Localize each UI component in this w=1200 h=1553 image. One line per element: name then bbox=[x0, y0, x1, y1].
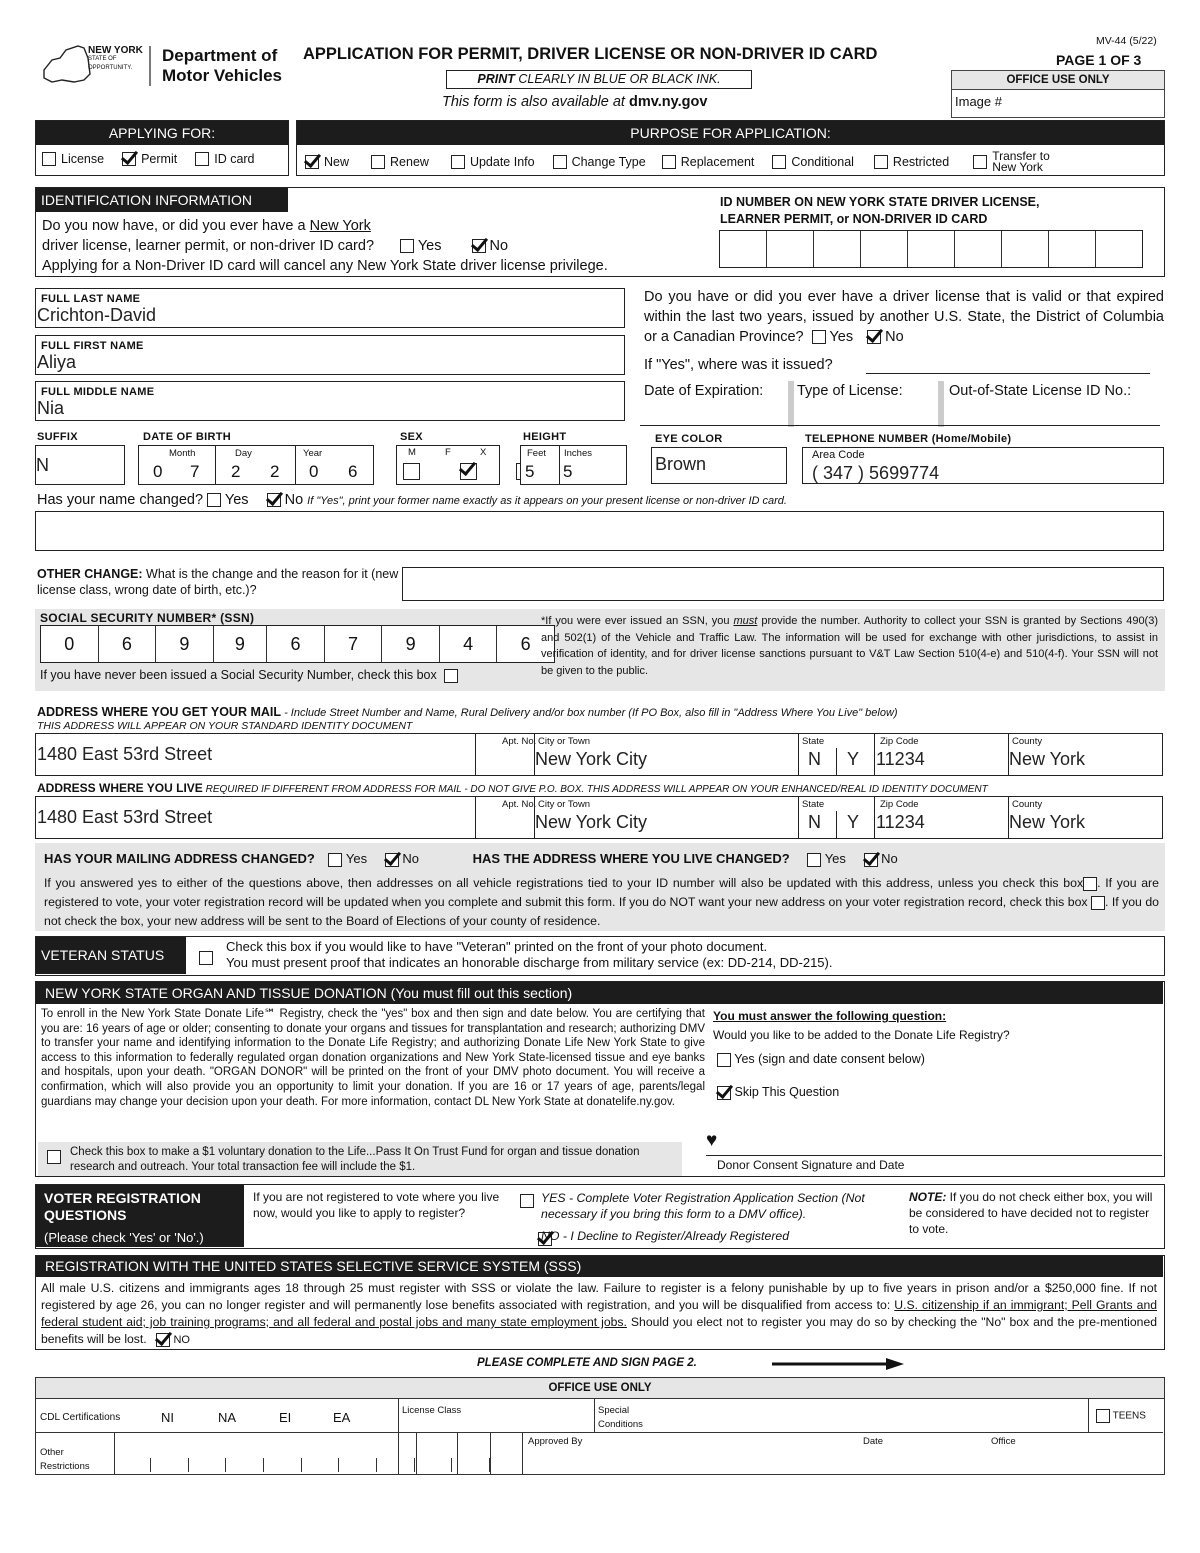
voter-note-text: If you do not check either box, you will be considered to have decided not to register to vote. bbox=[909, 1190, 1153, 1236]
sex-m-label: M bbox=[408, 447, 416, 458]
fund-donation bbox=[38, 1142, 682, 1176]
live-label-note: REQUIRED IF DIFFERENT FROM ADDRESS FOR MAIL - DO NOT GIVE P.O. BOX. THIS ADDRESS WILL APPEAR ON YOUR ENHANCED/REAL ID IDENTITY DOCUMENT bbox=[202, 784, 988, 795]
ssn-section bbox=[35, 609, 1165, 691]
no-voter-update-checkbox[interactable] bbox=[1091, 896, 1105, 910]
id-number-input[interactable] bbox=[719, 230, 1143, 268]
where-issued bbox=[644, 357, 833, 373]
q2-text: driver license, learner permit, or non-driver ID card? bbox=[42, 238, 375, 254]
feet-value: 5 bbox=[525, 462, 535, 481]
ssn-note-must: must bbox=[733, 615, 758, 627]
veteran-section bbox=[35, 936, 1165, 976]
divider bbox=[874, 797, 875, 838]
restriction-ticks[interactable] bbox=[150, 1458, 490, 1472]
mail-state-2[interactable]: Y bbox=[847, 749, 860, 769]
fund-donation-text: Check this box to make a $1 voluntary donation to the Life...Pass It On Trust Fund for organ and tissue donation research and outreach. Your total transaction fee will include the $1. bbox=[70, 1146, 640, 1173]
divider bbox=[836, 811, 837, 838]
first-name-field[interactable] bbox=[35, 335, 625, 375]
non-driver-note: Applying for a Non-Driver ID card will cancel any New York State driver license privilege. bbox=[42, 258, 608, 274]
where-issued-line[interactable] bbox=[866, 373, 1150, 374]
teens-row bbox=[1096, 1409, 1146, 1423]
ny-license-no-checkbox[interactable] bbox=[472, 239, 486, 253]
area-code-label: Area Code bbox=[812, 449, 865, 461]
office-label: Office bbox=[991, 1436, 1016, 1447]
form-number: MV-44 (5/22) bbox=[1096, 35, 1157, 47]
divider bbox=[475, 797, 476, 838]
ssn-never-row bbox=[40, 668, 458, 683]
voter-header bbox=[36, 1185, 244, 1247]
applying-for-header: APPLYING FOR: bbox=[36, 121, 288, 145]
other-change-field[interactable] bbox=[402, 567, 1164, 601]
special-conditions-label: Special Conditions bbox=[598, 1405, 643, 1430]
state-label: State bbox=[802, 736, 825, 747]
veteran-text bbox=[226, 939, 832, 971]
dob-digit: 2 bbox=[270, 462, 280, 481]
change-type-label: Change Type bbox=[571, 155, 646, 169]
divider bbox=[798, 797, 799, 838]
identification-header: IDENTIFICATION INFORMATION bbox=[36, 188, 288, 212]
phone-value: 5699774 bbox=[869, 463, 940, 483]
voter-sub: (Please check 'Yes' or 'No'.) bbox=[44, 1230, 204, 1245]
inches-label: Inches bbox=[564, 448, 592, 459]
apt-label: Apt. No. bbox=[502, 799, 537, 810]
no-label: No bbox=[881, 851, 898, 866]
organ-yes-label: Yes (sign and date consent below) bbox=[734, 1052, 925, 1066]
purpose-header: PURPOSE FOR APPLICATION: bbox=[297, 121, 1164, 145]
office-use-box bbox=[951, 70, 1165, 118]
dob-digit: 6 bbox=[348, 462, 358, 481]
no-label: No bbox=[284, 492, 304, 508]
q1-text: Do you now have, or did you ever have a bbox=[42, 218, 310, 234]
ni-label: NI bbox=[161, 1410, 174, 1425]
license-class-label: License Class bbox=[402, 1405, 462, 1416]
inches-value: 5 bbox=[563, 462, 573, 481]
voter-yes-label: YES - Complete Voter Registration Application Section (Not necessary if you bring this form to a DMV office). bbox=[541, 1191, 865, 1221]
ssn-digit: 9 bbox=[214, 626, 268, 662]
yes-label: Yes bbox=[824, 851, 846, 866]
dob-digit: 0 bbox=[309, 462, 319, 481]
signature-line[interactable] bbox=[706, 1155, 1162, 1156]
live-changed-question: HAS THE ADDRESS WHERE YOU LIVE CHANGED? bbox=[472, 851, 790, 866]
restricted-checkbox[interactable] bbox=[874, 155, 888, 169]
print-rest: CLEARLY IN BLUE OR BLACK INK. bbox=[514, 72, 721, 86]
availability bbox=[442, 94, 707, 110]
sex-field bbox=[396, 445, 500, 485]
q1-underlined: New York bbox=[309, 218, 371, 234]
veteran-line-1: Check this box if you would like to have "Veteran" printed on the front of your photo document. bbox=[226, 939, 768, 954]
other-no-label: No bbox=[885, 329, 904, 345]
name-change-no-checkbox[interactable] bbox=[267, 493, 281, 507]
oos-line bbox=[640, 425, 1160, 426]
divider bbox=[798, 734, 799, 775]
logo-line-1: NEW YORK bbox=[88, 45, 143, 56]
county-label: County bbox=[1012, 736, 1043, 747]
first-name-label: FULL FIRST NAME bbox=[41, 340, 144, 352]
ssn-note-a: If you were ever issued an SSN, you bbox=[545, 615, 734, 627]
available-text: This form is also available at bbox=[442, 94, 629, 110]
veteran-header: VETERAN STATUS bbox=[36, 937, 186, 974]
other-license-yes-checkbox[interactable] bbox=[812, 330, 826, 344]
divider bbox=[215, 446, 216, 484]
mail-changed-question: HAS YOUR MAILING ADDRESS CHANGED? bbox=[44, 851, 315, 866]
ssn-digit: 4 bbox=[440, 626, 498, 662]
ssn-digit: 0 bbox=[41, 626, 99, 662]
sss-no-label: NO bbox=[173, 1334, 190, 1346]
other-yes-label: Yes bbox=[829, 329, 854, 345]
eye-color-label: EYE COLOR bbox=[655, 433, 723, 445]
name-change-yes-checkbox[interactable] bbox=[207, 493, 221, 507]
month-label: Month bbox=[169, 448, 196, 459]
note-line-1: If you answered yes to either of the questions above, then addresses on all vehicle registrations tied to your ID number will also be updated with this address, unless you check this bbox=[44, 876, 1059, 890]
voter-yes-checkbox[interactable] bbox=[520, 1194, 534, 1208]
note-line-3a: voter registration record, check this box bbox=[872, 895, 1088, 909]
middle-name-field[interactable] bbox=[35, 381, 625, 421]
veteran-line-2: You must present proof that indicates an honorable discharge from military service (ex: DD-214, DD-215). bbox=[226, 955, 833, 970]
city-label: City or Town bbox=[538, 736, 591, 747]
approved-by-label: Approved By bbox=[528, 1436, 583, 1447]
day-label: Day bbox=[235, 448, 252, 459]
organ-donation-section bbox=[35, 981, 1165, 1177]
transfer-label: Transfer to New York bbox=[992, 149, 1050, 174]
feet-label: Feet bbox=[527, 448, 547, 459]
divider bbox=[1088, 1399, 1089, 1432]
ssn-input[interactable] bbox=[40, 625, 555, 663]
update-info-checkbox[interactable] bbox=[451, 155, 465, 169]
divider bbox=[36, 1432, 1163, 1433]
applying-for-section bbox=[35, 120, 289, 176]
last-name-field[interactable] bbox=[35, 288, 625, 328]
apt-label: Apt. No. bbox=[502, 736, 537, 747]
voter-section bbox=[35, 1184, 1165, 1249]
print-bold: PRINT bbox=[477, 72, 515, 86]
veteran-checkbox[interactable] bbox=[199, 951, 213, 965]
sex-f-label: F bbox=[445, 447, 451, 458]
middle-name-label: FULL MIDDLE NAME bbox=[41, 386, 155, 398]
other-restrictions-label: Other Restrictions bbox=[40, 1447, 90, 1472]
organ-header: NEW YORK STATE ORGAN AND TISSUE DONATION (You must fill out this section) bbox=[36, 982, 1163, 1004]
mail-zip-value[interactable]: 11234 bbox=[876, 749, 925, 769]
organ-must-answer: You must answer the following question: bbox=[713, 1009, 947, 1023]
divider bbox=[788, 381, 794, 427]
divider bbox=[836, 748, 837, 775]
other-change-text: What is the change and the reason for it (new license class, wrong date of birth, etc.)? bbox=[37, 567, 399, 597]
ea-label: EA bbox=[333, 1410, 351, 1425]
divider bbox=[938, 381, 944, 427]
zip-label: Zip Code bbox=[880, 736, 919, 747]
year-label: Year bbox=[303, 448, 323, 459]
divider bbox=[594, 1399, 595, 1432]
dob-digit: 0 bbox=[153, 462, 163, 481]
dept-line-1: Department of bbox=[162, 46, 278, 65]
conditional-checkbox[interactable] bbox=[772, 155, 786, 169]
mail-changed-no-checkbox[interactable] bbox=[385, 853, 399, 867]
site-link[interactable]: dmv.ny.gov bbox=[628, 94, 708, 110]
city-label: City or Town bbox=[538, 799, 591, 810]
logo-text bbox=[88, 46, 143, 73]
mail-address-field bbox=[35, 733, 1163, 776]
sex-f-checkbox[interactable] bbox=[460, 463, 477, 480]
phone-label: TELEPHONE NUMBER (Home/Mobile) bbox=[805, 433, 1012, 445]
dob-digit: 2 bbox=[231, 462, 241, 481]
restricted-label: Restricted bbox=[892, 155, 950, 169]
live-state-2[interactable]: Y bbox=[847, 812, 860, 832]
sss-section bbox=[35, 1255, 1165, 1350]
address-change-note bbox=[44, 874, 1159, 931]
arrow-right-icon bbox=[772, 1357, 904, 1374]
identification-section bbox=[35, 187, 1165, 277]
ssn-note-b: provide the number. Authority to collect your SSN is granted by Sections 490(3) and 502(1) of the Vehicle and Traffic Law. The information will be used for exchange with other jurisdictions, to assist in verification of identity, and for driver license sanctions pursuant to V&T Law Section 510(4-e) and 510(4-f). Your SSN will not be given to the public. bbox=[541, 615, 1159, 677]
sss-text bbox=[41, 1280, 1157, 1349]
yes-label: Yes bbox=[345, 851, 368, 866]
divider bbox=[295, 446, 296, 484]
logo-line-3: OPPORTUNITY. bbox=[88, 65, 133, 71]
voter-note-bold: NOTE: bbox=[909, 1190, 947, 1204]
ssn-digit: 9 bbox=[382, 626, 440, 662]
update-info-label: Update Info bbox=[469, 155, 535, 169]
live-address-field bbox=[35, 796, 1163, 839]
address-change-questions bbox=[44, 851, 898, 867]
purpose-section bbox=[296, 120, 1165, 176]
other-license-text: Do you have or did you ever have a driver license that is valid or that expired within the last two years, issued by another U.S. State, the District of Columbia or a Canadian Province? bbox=[644, 289, 1164, 345]
mail-changed-yes-checkbox[interactable] bbox=[328, 853, 342, 867]
phone-field[interactable]: Area Code ( 347 ) 5699774 bbox=[802, 447, 1164, 484]
ssn-label: SOCIAL SECURITY NUMBER* (SSN) bbox=[40, 611, 255, 625]
live-address-heading bbox=[37, 781, 988, 795]
sex-label: SEX bbox=[400, 431, 423, 443]
zip-label: Zip Code bbox=[880, 799, 919, 810]
mail-label-note: - Include Street Number and Name, Rural Delivery and/or box number (If PO Box, also fill in "Address Where You Live" below) bbox=[281, 707, 898, 719]
height-field[interactable] bbox=[520, 445, 627, 485]
name-change-note: If "Yes", print your former name exactly as it appears on your present license or non-driver ID card. bbox=[307, 495, 787, 507]
no-vehicle-update-checkbox[interactable] bbox=[1083, 877, 1097, 891]
note-line-3b: . If you do not check the box, your new address will be sent to the Board of Elections of your county of residence. bbox=[44, 895, 1159, 928]
na-label: NA bbox=[218, 1410, 237, 1425]
dob-label: DATE OF BIRTH bbox=[143, 431, 232, 443]
sss-text-b: Should you elect not to register you may do so by checking the "No" box and the pre-mentioned benefits will be lost. bbox=[41, 1315, 1157, 1346]
live-county-value[interactable]: New York bbox=[1009, 812, 1086, 832]
license-label: License bbox=[61, 152, 105, 166]
first-name-value: Aliya bbox=[37, 352, 77, 372]
yes-label: Yes bbox=[224, 492, 249, 508]
last-name-label: FULL LAST NAME bbox=[41, 293, 141, 305]
voter-question: If you are not registered to vote where you live now, would you like to apply to register? bbox=[253, 1190, 500, 1220]
no-label: No bbox=[402, 851, 419, 866]
name-change-question: Has your name changed? bbox=[37, 492, 204, 508]
area-code-value: 347 bbox=[823, 463, 854, 483]
office-use-bottom bbox=[35, 1377, 1165, 1475]
address-change-section bbox=[35, 843, 1165, 931]
voter-note bbox=[909, 1189, 1159, 1237]
mail-city-value[interactable]: New York City bbox=[535, 749, 648, 769]
sex-m-checkbox[interactable] bbox=[403, 463, 420, 480]
divider bbox=[490, 1432, 491, 1474]
note-box-text: box bbox=[1063, 876, 1084, 890]
organ-yes-checkbox[interactable] bbox=[717, 1053, 731, 1067]
live-state-1[interactable]: N bbox=[808, 812, 821, 832]
please-complete: PLEASE COMPLETE AND SIGN PAGE 2. bbox=[477, 1357, 697, 1369]
image-number-field[interactable]: Image # bbox=[955, 94, 1002, 109]
signature-label: Donor Consent Signature and Date bbox=[717, 1158, 905, 1172]
voter-title: VOTER REGISTRATION QUESTIONS bbox=[44, 1190, 201, 1223]
renew-checkbox[interactable] bbox=[371, 155, 385, 169]
logo-line-2: STATE OF bbox=[88, 56, 117, 62]
where-label: If "Yes", where was it issued? bbox=[644, 357, 833, 373]
ssn-never-text: If you have never been issued a Social Security Number, check this box bbox=[40, 668, 437, 682]
divider bbox=[522, 1432, 523, 1474]
ei-label: EI bbox=[279, 1410, 292, 1425]
eye-color-field[interactable] bbox=[651, 447, 787, 484]
organ-yes-row bbox=[717, 1052, 925, 1067]
replacement-checkbox[interactable] bbox=[662, 155, 676, 169]
suffix-label: SUFFIX bbox=[37, 431, 78, 443]
eye-color-value: Brown bbox=[655, 454, 707, 474]
organ-body: To enroll in the New York State Donate Life℠ Registry, check the "yes" box and then sign and date below. You are certifying that you are: 16 years of age or older; consenting to donate your organs and tissues for transplantation and research; authorizing DMV to transfer your name and identifying information to the Donate Life Registry; and authorizing Donate Life New York State to give access to this information to federally regulated organ donation organizations and New York State-licensed tissue and eye banks and hospitals, upon your death. "ORGAN DONOR" will be printed on the front of your DMV photo document. You will receive a confirmation, which will also provide you an opportunity to limit your donation. If you are 16 or 17 years of age, parents/legal guardians may change your decision upon your death. For more information, contact DL New York State at donatelife.ny.gov. bbox=[41, 1008, 705, 1108]
sss-text-u: U.S. citizenship if an immigrant; Pell Grants and federal student aid; job training programs; and all federal and postal jobs and many state employment jobs. bbox=[41, 1298, 1158, 1329]
dept-name bbox=[162, 46, 282, 86]
license-type-label: Type of License: bbox=[797, 383, 903, 399]
permit-label: Permit bbox=[141, 152, 178, 166]
mail-address-heading bbox=[37, 705, 898, 719]
live-changed-no-checkbox[interactable] bbox=[864, 853, 878, 867]
live-zip-value[interactable]: 11234 bbox=[876, 812, 925, 832]
mail-label: ADDRESS WHERE YOU GET YOUR MAIL bbox=[37, 705, 282, 719]
divider bbox=[114, 1432, 115, 1474]
dob-digit: 7 bbox=[190, 462, 200, 481]
office-use-bottom-header: OFFICE USE ONLY bbox=[36, 1378, 1164, 1399]
mail-sub: THIS ADDRESS WILL APPEAR ON YOUR STANDARD IDENTITY DOCUMENT bbox=[37, 720, 413, 732]
replacement-label: Replacement bbox=[680, 155, 755, 169]
mail-county-value[interactable]: New York bbox=[1009, 749, 1086, 769]
id-number-label: ID NUMBER ON NEW YORK STATE DRIVER LICENSE, LEARNER PERMIT, or NON-DRIVER ID CARD bbox=[720, 195, 1040, 226]
ssn-digit: 6 bbox=[99, 626, 157, 662]
change-type-checkbox[interactable] bbox=[553, 155, 567, 169]
ny-license-question bbox=[42, 216, 608, 276]
print-instruction bbox=[446, 70, 752, 89]
ssn-digit: 6 bbox=[520, 634, 531, 654]
ssn-never-checkbox[interactable] bbox=[444, 669, 458, 683]
new-label: New bbox=[324, 155, 350, 169]
dept-line-2: Motor Vehicles bbox=[162, 66, 282, 85]
sss-header: REGISTRATION WITH THE UNITED STATES SELECTIVE SERVICE SYSTEM (SSS) bbox=[36, 1256, 1163, 1277]
transfer-checkbox[interactable] bbox=[973, 155, 987, 169]
fund-donation-checkbox[interactable] bbox=[47, 1150, 61, 1164]
suffix-field[interactable] bbox=[35, 445, 125, 485]
ssn-digit: 7 bbox=[325, 626, 383, 662]
ssn-digit: 6 bbox=[267, 626, 325, 662]
permit-checkbox[interactable] bbox=[122, 152, 136, 166]
organ-skip-row bbox=[717, 1085, 839, 1100]
last-name-value: Crichton-David bbox=[37, 305, 157, 325]
other-license-question bbox=[644, 287, 1164, 347]
height-label: HEIGHT bbox=[523, 431, 567, 443]
other-license-no-checkbox[interactable] bbox=[867, 330, 881, 344]
office-use-header: OFFICE USE ONLY bbox=[952, 71, 1164, 90]
yes-label: Yes bbox=[417, 238, 442, 254]
date-label: Date bbox=[863, 1436, 884, 1447]
organ-skip-label: Skip This Question bbox=[734, 1085, 840, 1099]
note-line-2: . If you are registered to vote, your voter registration record will be updated when you complete and submit this form. If you do NOT want your new address on your bbox=[44, 876, 1159, 909]
organ-skip-checkbox[interactable] bbox=[717, 1086, 731, 1100]
former-name-field[interactable] bbox=[35, 511, 1164, 551]
name-change-row bbox=[37, 492, 787, 508]
ssn-note: *If you were ever issued an SSN, you must provide the number. Authority to collect your SSN is granted by Sections 490(3) and 502(1) of the Vehicle and Traffic Law. The information will be used for exchange with other jurisdictions, to assist in verification of identity, and for driver license sanctions pursuant to V&T Law Section 510(4-e) and 510(4-f). Your SSN will not be given to the public. bbox=[541, 615, 1159, 677]
conditional-label: Conditional bbox=[791, 155, 854, 169]
suffix-value: N bbox=[36, 455, 49, 475]
cdl-label: CDL Certifications bbox=[40, 1412, 121, 1423]
ny-license-yes-checkbox[interactable] bbox=[400, 239, 414, 253]
sss-no-checkbox[interactable] bbox=[156, 1333, 170, 1347]
id-card-checkbox[interactable] bbox=[195, 152, 209, 166]
live-changed-yes-checkbox[interactable] bbox=[807, 853, 821, 867]
sss-text-a: All male U.S. citizens and immigrants ages 18 through 25 must register with SSS or violate the law. Failure to register is a felony punishable by up to five years in prison and/or a $250,000 fine. If not registered by age 26, you can no longer register and will permanently lose benefits associated with registration, and you will be disqualified from access to: bbox=[41, 1281, 1157, 1312]
live-city-value[interactable]: New York City bbox=[535, 812, 648, 832]
license-checkbox[interactable] bbox=[42, 152, 56, 166]
divider bbox=[559, 446, 560, 484]
teens-label: TEENS bbox=[1112, 1410, 1146, 1422]
other-change bbox=[37, 566, 405, 598]
no-label: No bbox=[489, 238, 509, 254]
middle-name-value: Nia bbox=[37, 398, 65, 418]
live-label: ADDRESS WHERE YOU LIVE bbox=[37, 781, 203, 795]
renew-label: Renew bbox=[390, 155, 429, 169]
teens-checkbox[interactable] bbox=[1096, 1409, 1110, 1423]
oos-id-label: Out-of-State License ID No.: bbox=[949, 383, 1132, 399]
new-checkbox[interactable] bbox=[305, 155, 319, 169]
voter-no-label: NO - I Decline to Register/Already Registered bbox=[541, 1229, 790, 1243]
form-title: APPLICATION FOR PERMIT, DRIVER LICENSE OR NON-DRIVER ID CARD bbox=[303, 45, 878, 63]
page-indicator: PAGE 1 OF 3 bbox=[1056, 52, 1142, 68]
mail-state-1[interactable]: N bbox=[808, 749, 821, 769]
other-change-label: OTHER CHANGE: bbox=[37, 567, 143, 581]
county-label: County bbox=[1012, 799, 1043, 810]
mail-street-value[interactable]: 1480 East 53rd Street bbox=[37, 744, 213, 764]
state-label: State bbox=[802, 799, 825, 810]
sex-x-label: X bbox=[480, 447, 487, 458]
heart-icon: ♥ bbox=[706, 1130, 718, 1151]
ssn-digit: 9 bbox=[156, 626, 214, 662]
id-card-label: ID card bbox=[214, 152, 255, 166]
divider bbox=[475, 734, 476, 775]
organ-question: Would you like to be added to the Donate Life Registry? bbox=[713, 1028, 1010, 1042]
live-street-value[interactable]: 1480 East 53rd Street bbox=[37, 807, 213, 827]
divider bbox=[874, 734, 875, 775]
dob-field[interactable] bbox=[138, 445, 374, 485]
expiration-label: Date of Expiration: bbox=[644, 383, 764, 399]
